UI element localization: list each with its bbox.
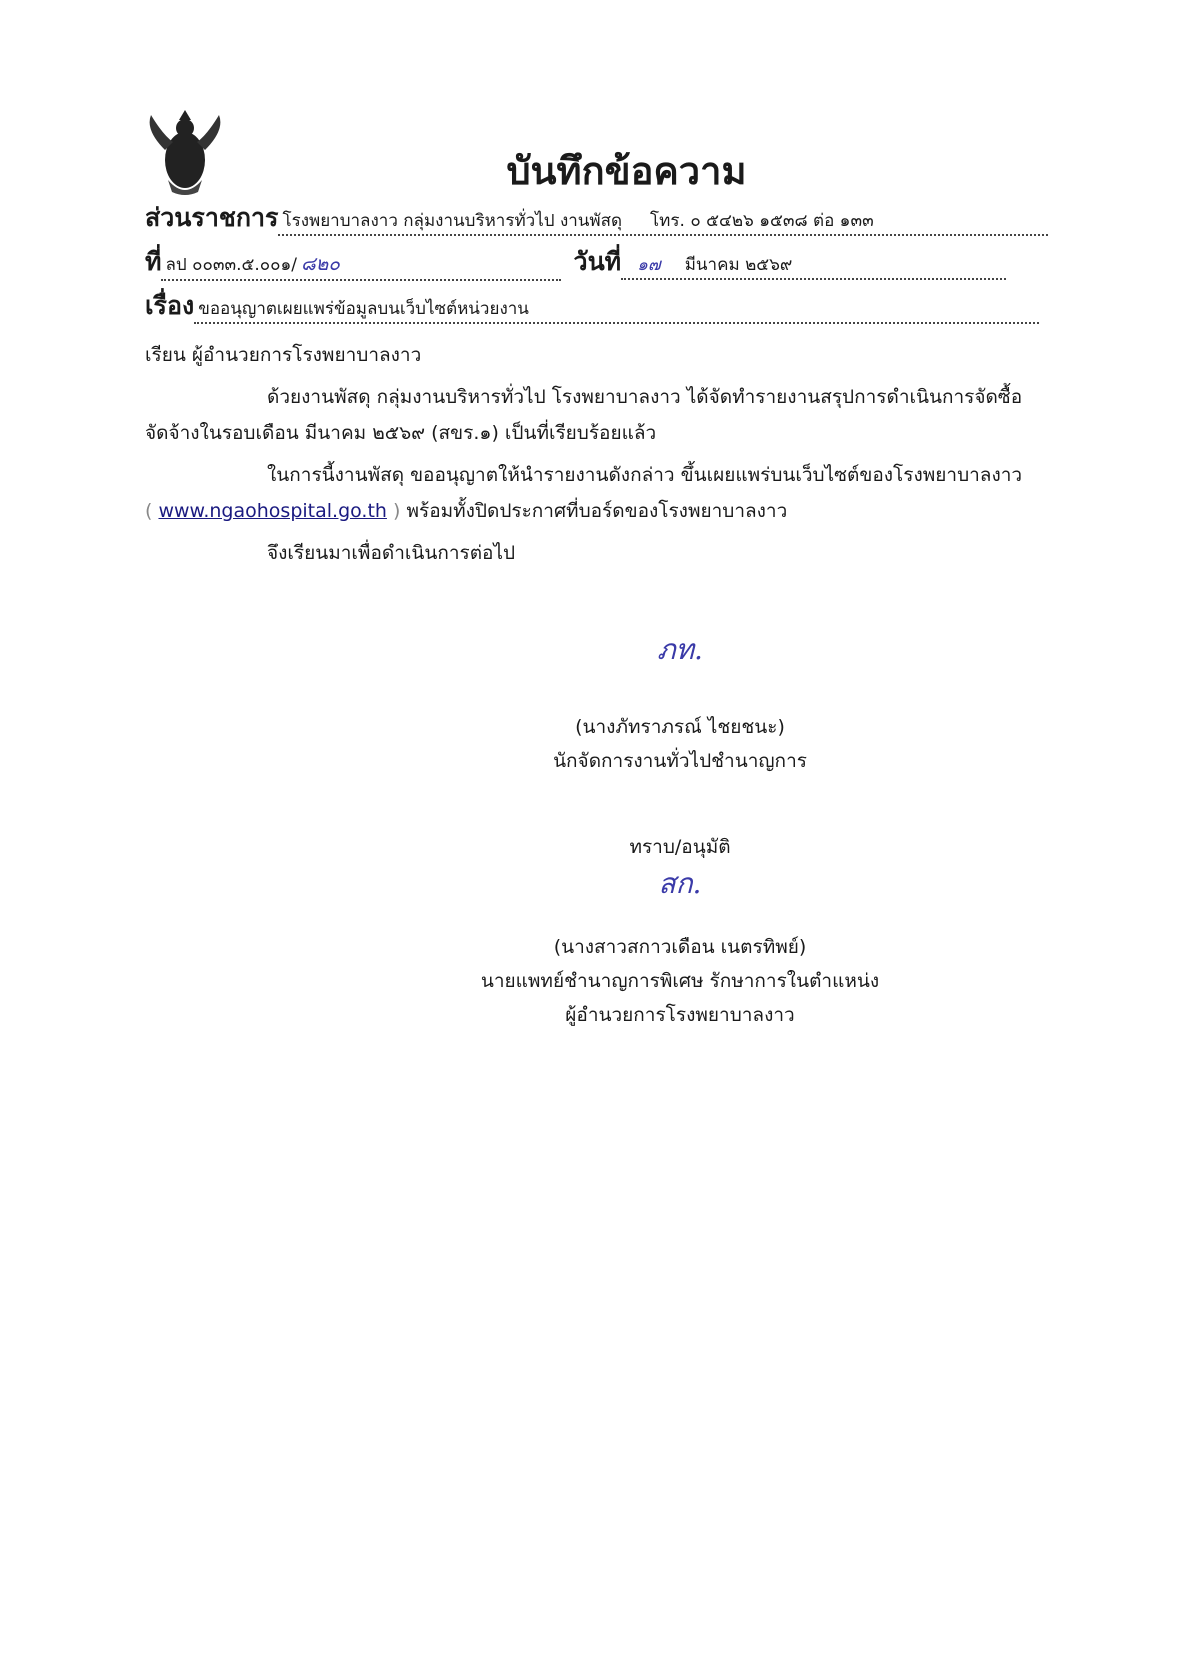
salutation: เรียน ผู้อำนวยการโรงพยาบาลงาว [145, 344, 422, 366]
approval-label: ทราบ/อนุมัติ [629, 836, 731, 858]
subject-value: ขออนุญาตเผยแพร่ข้อมูลบนเว็บไซต์หน่วยงาน [198, 299, 529, 319]
signer1-position: นักจัดการงานทั่วไปชำนาญการ [553, 750, 807, 772]
ref-handwritten: ๘๒๐ [301, 253, 340, 275]
subject-label: เรื่อง [145, 291, 195, 320]
department-value: โรงพยาบาลงาว กลุ่มงานบริหารทั่วไป งานพัสดุ [282, 211, 623, 231]
department-row [145, 198, 1070, 238]
signer1-name: (นางภัทราภรณ์ ไชยชนะ) [575, 716, 785, 738]
reference-row [145, 242, 1070, 282]
paragraph2-line1: ในการนี้งานพัสดุ ขออนุญาตให้นำรายงานดังกล่าว ขึ้นเผยแพร่บนเว็บไซต์ของโรงพยาบาลงาว [267, 464, 1023, 486]
paragraph3: จึงเรียนมาเพื่อดำเนินการต่อไป [267, 542, 516, 564]
approver-position-1: นายแพทย์ชำนาญการพิเศษ รักษาการในตำแหน่ง [480, 970, 880, 992]
subject-row [145, 286, 1070, 326]
approver-name: (นางสาวสกาวเดือน เนตรทิพย์) [553, 936, 807, 958]
document-title: บันทึกข้อความ [506, 149, 747, 193]
date-value: มีนาคม ๒๕๖๙ [684, 255, 793, 275]
ref-label: ที่ [145, 247, 162, 276]
paragraph2-line2: ( www.ngaohospital.go.th ) พร้อมทั้งปิดประกาศที่บอร์ดของโรงพยาบาลงาว [145, 500, 788, 522]
department-label: ส่วนราชการ [145, 203, 279, 232]
paragraph1-line2: จัดจ้างในรอบเดือน มีนาคม ๒๕๖๙ (สขร.๑) เป็นที่เรียบร้อยแล้ว [145, 422, 657, 444]
signature-2: สก. [658, 867, 702, 900]
date-day: ๑๗ [637, 255, 661, 275]
signature-1: ภท. [657, 633, 703, 666]
approver-position-2: ผู้อำนวยการโรงพยาบาลงาว [565, 1004, 795, 1026]
ref-value: ลป ๐๐๓๓.๕.๐๐๑/ [165, 255, 298, 275]
website-link[interactable]: www.ngaohospital.go.th [158, 500, 387, 522]
phone: โทร. ๐ ๕๔๒๖ ๑๕๓๘ ต่อ ๑๓๓ [650, 211, 874, 231]
date-label: วันที่ [573, 247, 622, 276]
paragraph1-line1: ด้วยงานพัสดุ กลุ่มงานบริหารทั่วไป โรงพยาบาลงาว ได้จัดทำรายงานสรุปการดำเนินการจัดซื้อ [267, 386, 1023, 408]
